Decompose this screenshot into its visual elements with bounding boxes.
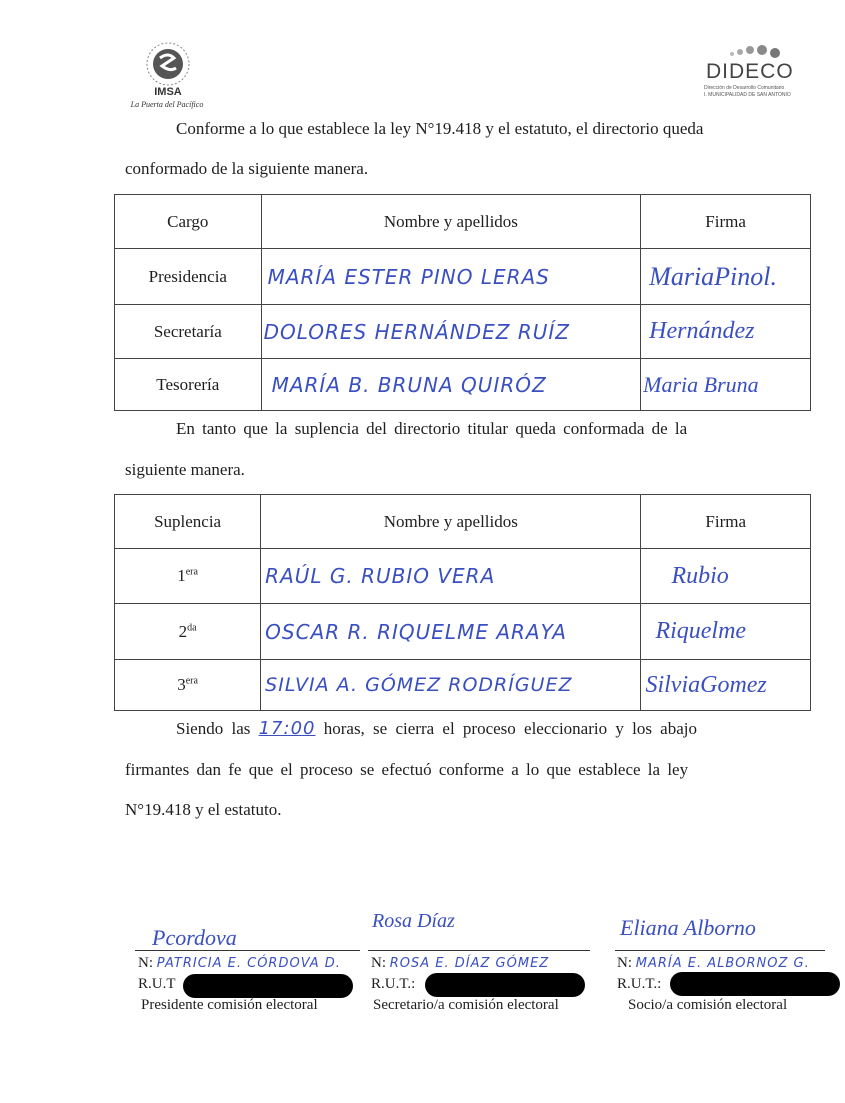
cargo-cell: Secretaría [115,305,262,359]
n-label: N: [138,955,153,971]
table-row [115,249,811,305]
table-row [115,660,811,711]
imsa-logo-name: IMSA [154,86,182,98]
firma-cell [641,249,811,305]
handwritten-name: RAÚL G. RUBIO VERA [265,564,496,588]
directorio-table [114,194,811,411]
signature-line-2 [368,950,590,951]
cargo-cell: Tesorería [115,359,262,411]
table-row [115,305,811,359]
signature-rut-3: R.U.T.: [617,976,662,992]
dideco-logo-line2: I. MUNICIPALIDAD DE SAN ANTONIO [704,92,791,98]
nombre-cell [261,359,641,411]
table-row [115,604,811,660]
table-row [115,549,811,604]
nombre-cell [261,249,641,305]
signature: Hernández [649,318,755,344]
nombre-cell [261,305,641,359]
cargo-cell: Presidencia [115,249,262,305]
redaction-bar-2 [425,973,585,997]
handwritten-name: SILVIA A. GÓMEZ RODRÍGUEZ [265,674,573,696]
dideco-dots-icon [700,42,800,62]
nombre-cell [261,660,641,711]
header-nombre: Nombre y apellidos [261,195,641,249]
n-label: N: [617,955,632,971]
signature-line-3 [615,950,825,951]
firma-cell [641,305,811,359]
ordinal-number: 1 [177,566,186,585]
intro-line-2: conformado de la siguiente manera. [125,159,369,178]
signer-name: PATRICIA E. CÓRDOVA D. [156,956,341,971]
signature-line-1 [135,950,360,951]
firma-cell [641,604,811,660]
ordinal-suffix: era [185,675,198,687]
signature-name-1 [138,955,341,972]
suplencia-line-2: siguiente manera. [125,460,245,479]
signature-2: Rosa Díaz [372,910,455,932]
signature-name-2 [371,955,549,972]
ordinal-suffix: era [185,566,198,578]
n-label: N: [371,955,386,971]
imsa-logo-tagline: La Puerta del Pacífico [130,100,204,109]
header-nombre: Nombre y apellidos [261,495,641,549]
signature: Maria Bruna [643,371,759,397]
signature-3: Eliana Alborno [620,915,756,940]
dideco-logo-line1: Dirección de Desarrollo Comunitario [704,85,785,91]
signature-rut-1: R.U.T [138,976,176,992]
table-header-row [115,195,811,249]
signature-name-3 [617,955,810,972]
signature-rut-2: R.U.T.: [371,976,416,992]
suplencia-table [114,494,811,711]
closing-line-1 [176,718,697,740]
dideco-logo-name: DIDECO [706,60,794,83]
header-suplencia: Suplencia [115,495,261,549]
table-header-row [115,495,811,549]
firma-cell [641,359,811,411]
handwritten-name: OSCAR R. RIQUELME ARAYA [265,619,567,644]
handwritten-name: MARÍA B. BRUNA QUIRÓZ [271,372,547,397]
dideco-logo [700,42,800,102]
firma-cell [641,549,811,604]
signature: SilviaGomez [645,671,767,698]
closing-time: 17:00 [258,718,316,739]
handwritten-name: DOLORES HERNÁNDEZ RUÍZ [263,319,570,344]
signature-role-2: Secretario/a comisión electoral [373,997,559,1013]
header-firma: Firma [641,195,811,249]
nombre-cell [261,604,641,660]
ordinal-number: 3 [177,675,186,694]
handwritten-name: MARÍA ESTER PINO LERAS [267,264,550,289]
header-cargo: Cargo [115,195,262,249]
closing-line-1-end: horas, se cierra el proceso eleccionario y los abajo [323,719,697,738]
signer-name: MARÍA E. ALBORNOZ G. [635,956,810,971]
closing-line-2: firmantes dan fe que el proceso se efectuó conforme a lo que establece la ley [125,760,689,779]
signature: Riquelme [655,618,747,644]
imsa-logo [118,36,218,112]
suplencia-number-cell [115,549,261,604]
signature: Rubio [671,562,729,589]
closing-line-3: N°19.418 y el estatuto. [125,800,282,819]
ordinal-number: 2 [178,621,188,641]
table-row [115,359,811,411]
signature-1: Pcordova [152,925,237,950]
ordinal-suffix: da [187,621,197,633]
suplencia-number-cell [115,660,261,711]
intro-line-1: Conforme a lo que establece la ley N°19.418 y el estatuto, el directorio queda [176,119,704,138]
redaction-bar-1 [183,974,353,998]
nombre-cell [261,549,641,604]
signer-name: ROSA E. DÍAZ GÓMEZ [389,956,550,971]
signature-role-3: Socio/a comisión electoral [628,997,788,1013]
suplencia-number-cell [115,604,261,660]
signature: MariaPinol. [649,261,778,291]
redaction-bar-3 [670,972,840,996]
header-firma: Firma [641,495,811,549]
signature-role-1: Presidente comisión electoral [141,997,318,1013]
suplencia-line-1: En tanto que la suplencia del directorio titular queda conformada de la [176,419,688,438]
closing-line-1-start: Siendo las [176,719,251,738]
firma-cell [641,660,811,711]
